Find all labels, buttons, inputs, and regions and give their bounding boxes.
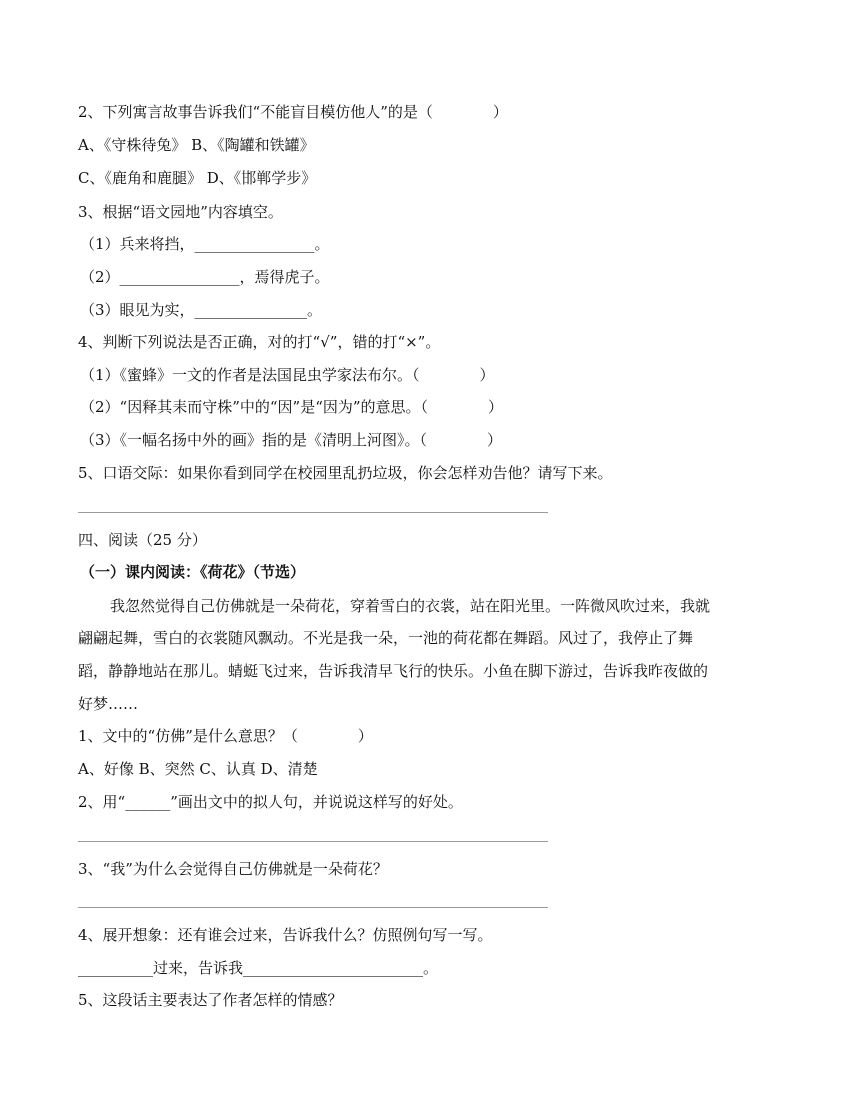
q5-prompt: 5、口语交际：如果你看到同学在校园里乱扔垃圾，你会怎样劝告他？请写下来。: [78, 464, 613, 482]
reading-q1-options: A、好像 B、突然 C、认真 D、清楚: [78, 760, 318, 778]
reading-q1-prompt: 1、文中的“仿佛”是什么意思？（ ）: [78, 727, 373, 745]
q3-item-3: （3）眼见为实，_______________。: [80, 301, 323, 319]
q3-item-2: （2）________________，焉得虎子。: [80, 268, 330, 286]
passage-line-3: 蹈，静静地站在那儿。蜻蜓飞过来，告诉我清早飞行的快乐。小鱼在脚下游过，告诉我昨夜做的: [78, 662, 709, 680]
q4-item-1: （1）《蜜蜂》一文的作者是法国昆虫学家法布尔。（ ）: [80, 366, 495, 384]
q5-answer-line: [78, 512, 548, 513]
reading-q4-fill: __________过来，告诉我________________________。: [78, 959, 439, 977]
passage-line-4: 好梦……: [78, 695, 139, 713]
reading-q5-prompt: 5、这段话主要表达了作者怎样的情感？: [78, 991, 343, 1009]
q3-prompt: 3、根据“语文园地”内容填空。: [78, 203, 283, 221]
passage-line-1: 我忽然觉得自己仿佛就是一朵荷花，穿着雪白的衣裳，站在阳光里。一阵微风吹过来，我就: [110, 597, 711, 615]
reading-q3-answer-line: [78, 907, 548, 908]
q4-prompt: 4、判断下列说法是否正确，对的打“√”，错的打“×”。: [78, 333, 441, 351]
q2-options-cd: C、《鹿角和鹿腿》 D、《邯郸学步》: [78, 169, 317, 187]
reading-q4-prompt: 4、展开想象：还有谁会过来，告诉我什么？仿照例句写一写。: [78, 926, 493, 944]
section4-heading: 四、阅读（25 分）: [78, 531, 207, 549]
q3-item-1: （1）兵来将挡，________________。: [80, 235, 330, 253]
q4-item-3: （3）《一幅名扬中外的画》指的是《清明上河图》。（ ）: [80, 431, 503, 449]
reading-q3-prompt: 3、“我”为什么会觉得自己仿佛就是一朵荷花？: [78, 860, 388, 878]
q4-item-2: （2）“因释其耒而守株”中的“因”是“因为”的意思。（ ）: [80, 398, 504, 416]
section4-subheading: （一）课内阅读：《荷花》（节选）: [80, 563, 306, 581]
reading-q2-answer-line: [78, 841, 548, 842]
q2-prompt: 2、下列寓言故事告诉我们“不能盲目模仿他人”的是（ ）: [78, 103, 508, 121]
passage-line-2: 翩翩起舞，雪白的衣裳随风飘动。不光是我一朵，一池的荷花都在舞蹈。风过了，我停止了舞: [78, 629, 694, 647]
q2-options-ab: A、《守株待兔》 B、《陶罐和铁罐》: [78, 136, 315, 154]
reading-q2-prompt: 2、用“______”画出文中的拟人句，并说说这样写的好处。: [78, 793, 463, 811]
